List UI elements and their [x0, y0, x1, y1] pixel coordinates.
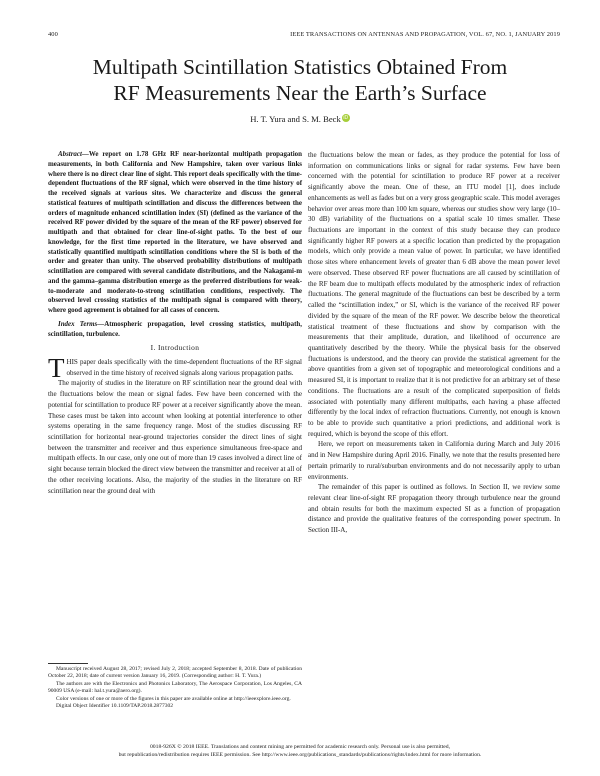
footnotes: [48, 666, 302, 710]
paper-title: [40, 54, 560, 106]
author-line: [0, 114, 600, 124]
right-paragraph-1: the fluctuations below the mean or fades, as they produce the potential for loss of information on communications links or signal for radar systems. Few have been concerned with the potential for scintillation to produce RF power at a receiver significantly above the mean. One of these, an ITU model [1], does include enhancements as well as fades but on a very gross geographic scale. This model averages behavior over areas more than 100 km square, whereas our studies show very large (10–30 dB) variability of the fluctuations on a spatial scale 10 times smaller. These fluctuations are important in the context of this study because they can produce significantly higher RF powers at a specific location than predicted by the propagation models, which only provide a mean value of power. In particular, we have identified those sites where enhancement levels of greater than 6 dB above the mean power level were observed. These observed RF power fluctuations are all caused by scintillation of the RF beam due to multipath effects modulated by the atmospheric index of refraction fluctuations. The general magnitude of the fluctuations can best be described by a term called the “scintillation index,” or SI, which is the variance of the received RF power divided by the square of the mean of the RF power. We describe below the theoretical statistical treatment of these fluctuations and show by comparison with the measurements that their amplitude, duration, and likelihood of occurrence are quantitatively described by the theory. While the physical basis for the observed fluctuations is understood, and the theory can provide the statistical agreement for the above quantities from a given set of topographic and meteorological conditions and a measured SI, it is important to realize that it is not predictive for an arbitrary set of these conditions. The fluctuations are a result of the complicated superposition of fields associated with potentially many different multipaths, each having a phase affected differently by the local index of refraction fluctuations. Currently, not enough is known to be able to provide such quantitative a priori predictions, and additional work is required, which is beyond the scope of this effort.: [308, 151, 560, 438]
orcid-icon[interactable]: iD: [343, 115, 349, 121]
paper-title-line-1: Multipath Scintillation Statistics Obtained From: [92, 55, 508, 79]
intro-paragraph-1: THIS paper deals specifically with the time-dependent fluctuations of the RF signal observed in the time history of received signals along various propagation paths.: [48, 352, 302, 383]
paper-title-line-2: RF Measurements Near the Earth’s Surface: [113, 81, 487, 105]
index-terms: [48, 320, 302, 340]
index-terms-lead: Index Terms—: [58, 319, 105, 328]
page-number: 400: [48, 31, 58, 38]
abstract: [48, 150, 302, 316]
left-column: [48, 150, 302, 496]
journal-name: IEEE TRANSACTIONS ON ANTENNAS AND PROPAGATION, VOL. 67, NO. 1, JANUARY 2019: [290, 31, 560, 38]
section-heading-introduction: I. Introduction: [150, 343, 200, 353]
intro-paragraph-2: The majority of studies in the literature on RF scintillation near the ground deal with the fluctuations below the mean or signal fades. Few have been concerned with the potential for scintillation to produce RF power at a receiver significantly above the mean. These cases must be taken into account when looking at potential interference to other systems operating in the same frequency range. Most of the studies discussing RF scintillation for horizontal near-ground trajectories consider the direct lines of sight between the transmitter and receiver and thus experience simultaneous free-space and multipath effects. In our case, only one out of more than 19 cases involved a direct line of sight because terrain blocked the direct view between the transmitter and receiver at all of the other receiving locations. Also, the majority of the studies in the literature on RF scintillation near the ground deal with: [48, 379, 302, 495]
abstract-lead: Abstract—: [58, 150, 89, 158]
footnote-color-versions: Color versions of one or more of the figures in this paper are available online at http://ieeexplore.ieee.org.: [56, 695, 291, 702]
running-head: [48, 31, 560, 41]
copyright-line-1: 0018-926X © 2018 IEEE. Translations and content mining are permitted for academic research only. Personal use is also permitted,: [149, 744, 451, 750]
right-column: [308, 150, 560, 536]
abstract-body: We report on 1.78 GHz RF near-horizontal multipath propagation measurements, in both California and New Hampshire, taken over various links where there is no direct clear line of sight. This report deals specifically with the time-dependent fluctuations of the RF signal, which were observed in the time history of the received signals at various sites. We characterize and discuss the general statistical features of multipath scintillation and discuss the differences between the orders of magnitude enhanced scintillation index (SI) (defined as the variance of the received RF power divided by the square of the mean of the RF power) observed for multipath and that obtained for clear line-of-sight paths. To the best of our knowledge, for the first time reported in the literature, we have observed and statistically quantified multipath scintillation conditions where the SI is both of the order and greater than unity. The observed probability distributions of multipath scintillation are compared with several candidate distributions, and the Nakagami-m and the gamma–gamma distribution emerge as the preferred distributions for weak-to-moderate and moderate-to-strong scintillation conditions, respectively. The observed level crossing statistics of the multipath signal is compared with theory, where good agreement is obtained for all cases of concern.: [48, 150, 302, 314]
copyright-notice: [40, 744, 560, 759]
footnote-doi: Digital Object Identifier 10.1109/TAP.2018.2877302: [56, 703, 174, 710]
right-paragraph-3: The remainder of this paper is outlined as follows. In Section II, we review some relevant clear line-of-sight RF propagation theory through turbulence near the ground and obtain results for both the maximum expected SI as a function of propagation distance and provide the qualitative features of the corresponding power spectrum. In Section III-A,: [308, 483, 560, 535]
index-terms-body: Atmospheric propagation, level crossing statistics, multipath, scintillation, turbulence.: [48, 319, 302, 338]
author-names: H. T. Yura and S. M. Beck: [250, 114, 341, 124]
right-paragraph-2: Here, we report on measurements taken in California during March and July 2016 and in New Hampshire during April 2016. Finally, we note that the results presented here pertain primarily to rural/suburban environments and do not necessarily apply to urban environments.: [308, 440, 560, 481]
footnote-rule: [48, 663, 88, 664]
copyright-line-2: but republication/redistribution requires IEEE permission. See http://www.ieee.org/publications_standards/publications/rights/index.html for more information.: [118, 751, 482, 758]
footnote-manuscript: Manuscript received August 28, 2017; revised July 2, 2018; accepted September 8, 2018. Date of publication October 22, 2018; date of current version January 16, 2019. (Corresponding author: H. T. Yura.): [48, 666, 302, 680]
footnote-affiliation: The authors are with the Electronics and Photonics Laboratory, The Aerospace Corporation, Los Angeles, CA 90009 USA (e-mail: hal.t.yura@aero.org).: [48, 680, 302, 695]
